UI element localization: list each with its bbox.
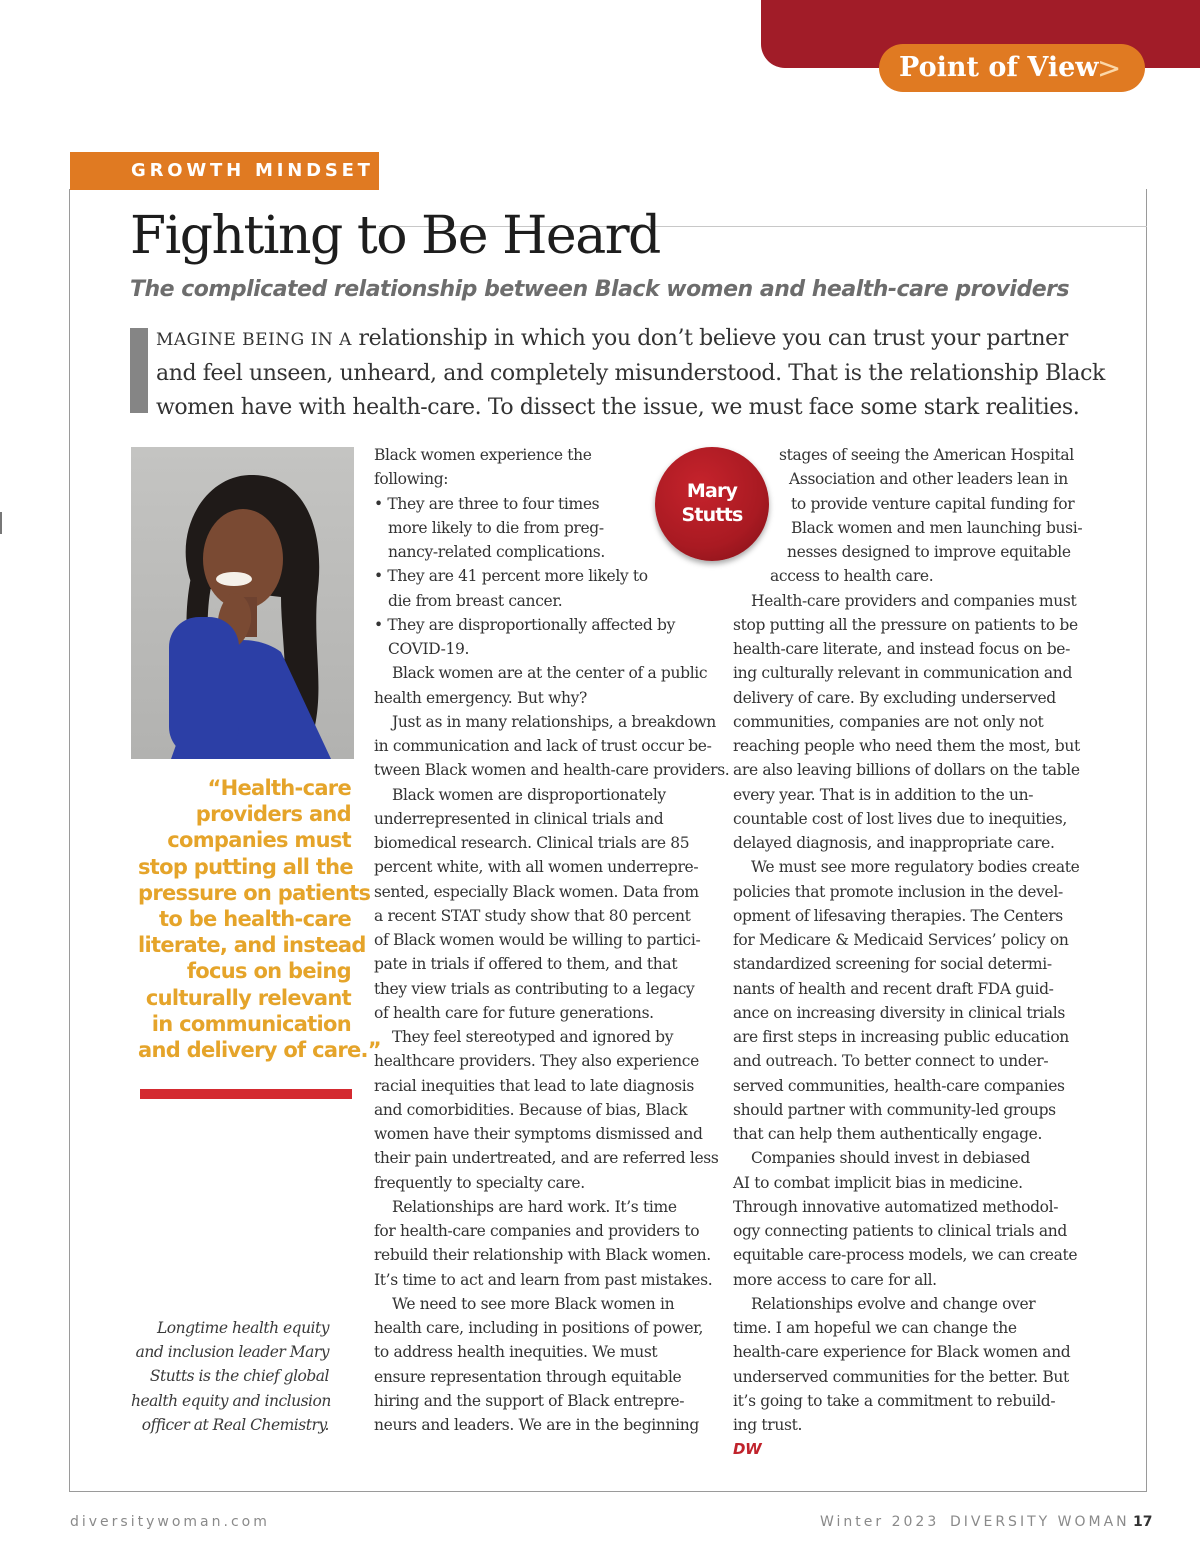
body-line: ensure representation through equitable (374, 1367, 682, 1386)
body-line: We must see more regulatory bodies create (751, 858, 1080, 877)
body-line: Black women are at the center of a public (392, 664, 708, 683)
author-bio (131, 1316, 329, 1437)
pull-quote-line: providers and (195, 802, 351, 827)
body-line: and outreach. To better connect to under- (733, 1052, 1049, 1071)
body-line: healthcare providers. They also experience (374, 1052, 699, 1071)
pull-quote-line: companies must (167, 828, 351, 853)
bullet-line: nancy-related complications. (388, 543, 605, 561)
body-line: percent white, with all women underrepre- (374, 858, 699, 877)
body-line: delivery of care. By excluding underserved (733, 688, 1056, 707)
body-line: that can help them authentically engage. (733, 1125, 1043, 1143)
body-line: Black women experience the (374, 446, 592, 464)
body-line: of Black women would be willing to partici- (374, 931, 701, 949)
body-line: served communities, health-care companies (733, 1076, 1065, 1095)
last-line-text: ing trust. (733, 1416, 803, 1434)
body-line: are first steps in increasing public education (733, 1028, 1069, 1046)
intro-lead-in: MAGINE BEING IN A (156, 330, 352, 350)
body-line: nants of health and recent draft FDA guid- (733, 979, 1054, 998)
pull-quote-line: and delivery of care.” (138, 1038, 381, 1063)
chevron-right-icon: > (1097, 51, 1122, 85)
body-line: AI to combat implicit bias in medicine. (733, 1173, 1023, 1192)
badge-last-name: Stutts (681, 504, 743, 526)
body-line: standardized screening for social determi- (733, 955, 1052, 974)
author-portrait-illustration (131, 447, 354, 759)
body-line: equitable care-process models, we can create (733, 1246, 1078, 1265)
body-column-1 (374, 443, 730, 1437)
body-line: for health-care companies and providers to (374, 1222, 700, 1240)
bullet-line: more likely to die from preg- (388, 518, 604, 537)
body-line: it’s going to take a commitment to rebuild- (733, 1391, 1056, 1410)
body-line: pate in trials if offered to them, and that (374, 955, 678, 974)
body-line: following: (374, 470, 449, 489)
pull-quote-line: stop putting all the (138, 854, 353, 879)
body-line: racial inequities that lead to late diagnosis (374, 1076, 694, 1095)
dw-signoff: DW (733, 1440, 762, 1459)
body-line: of health care for future generations. (374, 1003, 654, 1022)
body-line: Through innovative automatized methodol- (733, 1197, 1059, 1216)
body-line: They feel stereotyped and ignored by (392, 1028, 674, 1046)
bullet-line: COVID-19. (388, 640, 470, 658)
body-line: Just as in many relationships, a breakdown (392, 712, 716, 731)
body-line: communities, companies are not only not (733, 712, 1044, 731)
body-line: Association and other leaders lean in (789, 470, 1068, 489)
body-line: in communication and lack of trust occur be- (374, 737, 712, 755)
pull-quote-line: literate, and instead (138, 933, 366, 958)
body-line: neurs and leaders. We are in the beginning (374, 1416, 699, 1434)
footer-issue: Winter 2023 (820, 1514, 940, 1530)
body-line: health-care experience for Black women and (733, 1343, 1071, 1362)
body-line: to provide venture capital funding for (791, 494, 1075, 513)
body-line: Black women and men launching busi- (791, 518, 1083, 537)
body-line: should partner with community-led groups (733, 1100, 1056, 1119)
body-line: every year. That is in addition to the un- (733, 785, 1034, 804)
body-line-last (733, 1413, 1093, 1462)
body-line: countable cost of lost lives due to inequities, (733, 809, 1067, 828)
body-line: they view trials as contributing to a legacy (374, 979, 695, 998)
pull-quote-line: culturally relevant (145, 985, 351, 1010)
body-line: for Medicare & Medicaid Services’ policy on (733, 931, 1069, 949)
body-line: Relationships are hard work. It’s time (392, 1197, 677, 1216)
dropcap-letter (130, 328, 148, 413)
body-line: access to health care. (770, 567, 934, 586)
author-photo (131, 447, 354, 759)
body-line: delayed diagnosis, and inappropriate care. (733, 834, 1055, 852)
pull-quote-line: in communication (151, 1011, 351, 1036)
bio-line: officer at Real Chemistry. (141, 1415, 329, 1434)
body-line: their pain undertreated, and are referred less (374, 1149, 719, 1168)
pull-quote-line: to be health-care (159, 907, 351, 932)
intro-line-1 (156, 322, 1086, 357)
bio-line: Longtime health equity (156, 1319, 329, 1337)
body-line: Black women are disproportionately (392, 785, 666, 804)
intro-paragraph (156, 322, 1105, 425)
section-tag: GROWTH MINDSET (70, 152, 379, 190)
pull-quote-rule (140, 1089, 352, 1099)
body-line: rebuild their relationship with Black women. (374, 1246, 711, 1265)
body-line: reaching people who need them the most, but (733, 737, 1080, 755)
pull-quote (138, 775, 381, 1063)
point-of-view-label: Point of View (899, 52, 1099, 83)
body-column-2 (733, 443, 1093, 1462)
body-line: policies that promote inclusion in the devel- (733, 882, 1063, 901)
body-line: a recent STAT study show that 80 percent (374, 906, 691, 925)
footer-page-number: 17 (1133, 1514, 1153, 1530)
body-line: and comorbidities. Because of bias, Black (374, 1100, 688, 1119)
bio-line: health equity and inclusion (131, 1391, 331, 1410)
body-line: ance on increasing diversity in clinical trials (733, 1003, 1065, 1022)
article-subtitle: The complicated relationship between Black women and health-care providers (130, 277, 1070, 302)
body-line: biomedical research. Clinical trials are 85 (374, 834, 690, 852)
body-line: more access to care for all. (733, 1270, 937, 1289)
body-line: hiring and the support of Black entrepre- (374, 1391, 685, 1410)
body-line: opment of lifesaving therapies. The Centers (733, 906, 1063, 925)
edge-mark (0, 512, 2, 534)
body-line: Health-care providers and companies must (751, 591, 1077, 610)
pull-quote-line: “Health-care (207, 776, 351, 800)
bio-line: Stutts is the chief global (149, 1367, 329, 1386)
body-line: stages of seeing the American Hospital (779, 446, 1074, 464)
body-line: We need to see more Black women in (392, 1294, 675, 1313)
body-line: frequently to specialty care. (374, 1173, 585, 1192)
bullet-item: • They are disproportionally affected by (374, 615, 675, 634)
body-line: nesses designed to improve equitable (787, 543, 1071, 561)
body-line: Companies should invest in debiased (751, 1149, 1030, 1168)
body-line: health care, including in positions of power, (374, 1319, 704, 1337)
body-line: are also leaving billions of dollars on the table (733, 761, 1080, 780)
body-line: tween Black women and health-care providers. (374, 761, 730, 780)
bullet-item: • They are 41 percent more likely to (374, 567, 648, 586)
intro-line-1-text: relationship in which you don’t believe you can trust your partner (351, 326, 1068, 351)
body-line: underserved communities for the better. But (733, 1367, 1069, 1386)
body-line: women have their symptoms dismissed and (374, 1125, 703, 1143)
footer-site: diversitywoman.com (70, 1514, 270, 1530)
body-line: underrepresented in clinical trials and (374, 809, 664, 828)
intro-line-2: and feel unseen, unheard, and completely misunderstood. That is the relationship Black (156, 361, 1105, 386)
intro-line-3: women have with health-care. To dissect the issue, we must face some stark realities. (156, 395, 1080, 420)
body-line: sented, especially Black women. Data from (374, 882, 699, 901)
pull-quote-line: focus on being (186, 959, 351, 984)
footer-magazine: DIVERSITY WOMAN (950, 1514, 1130, 1530)
article-title: Fighting to Be Heard (130, 206, 660, 266)
bullet-line: die from breast cancer. (388, 591, 563, 610)
body-line: to address health inequities. We must (374, 1343, 658, 1362)
body-line: ogy connecting patients to clinical trials and (733, 1222, 1067, 1240)
body-line: time. I am hopeful we can change the (733, 1319, 1017, 1337)
pull-quote-line: pressure on patients (138, 880, 371, 905)
bullet-item: • They are three to four times (374, 494, 600, 513)
body-line: health emergency. But why? (374, 688, 588, 707)
body-line: stop putting all the pressure on patients to be (733, 615, 1078, 634)
bio-line: and inclusion leader Mary (135, 1343, 329, 1362)
body-line: health-care literate, and instead focus on be- (733, 640, 1071, 658)
body-line: ing culturally relevant in communication and (733, 664, 1073, 683)
body-line: It’s time to act and learn from past mistakes. (374, 1270, 713, 1289)
badge-first-name: Mary (686, 480, 738, 502)
body-line: Relationships evolve and change over (751, 1294, 1036, 1313)
